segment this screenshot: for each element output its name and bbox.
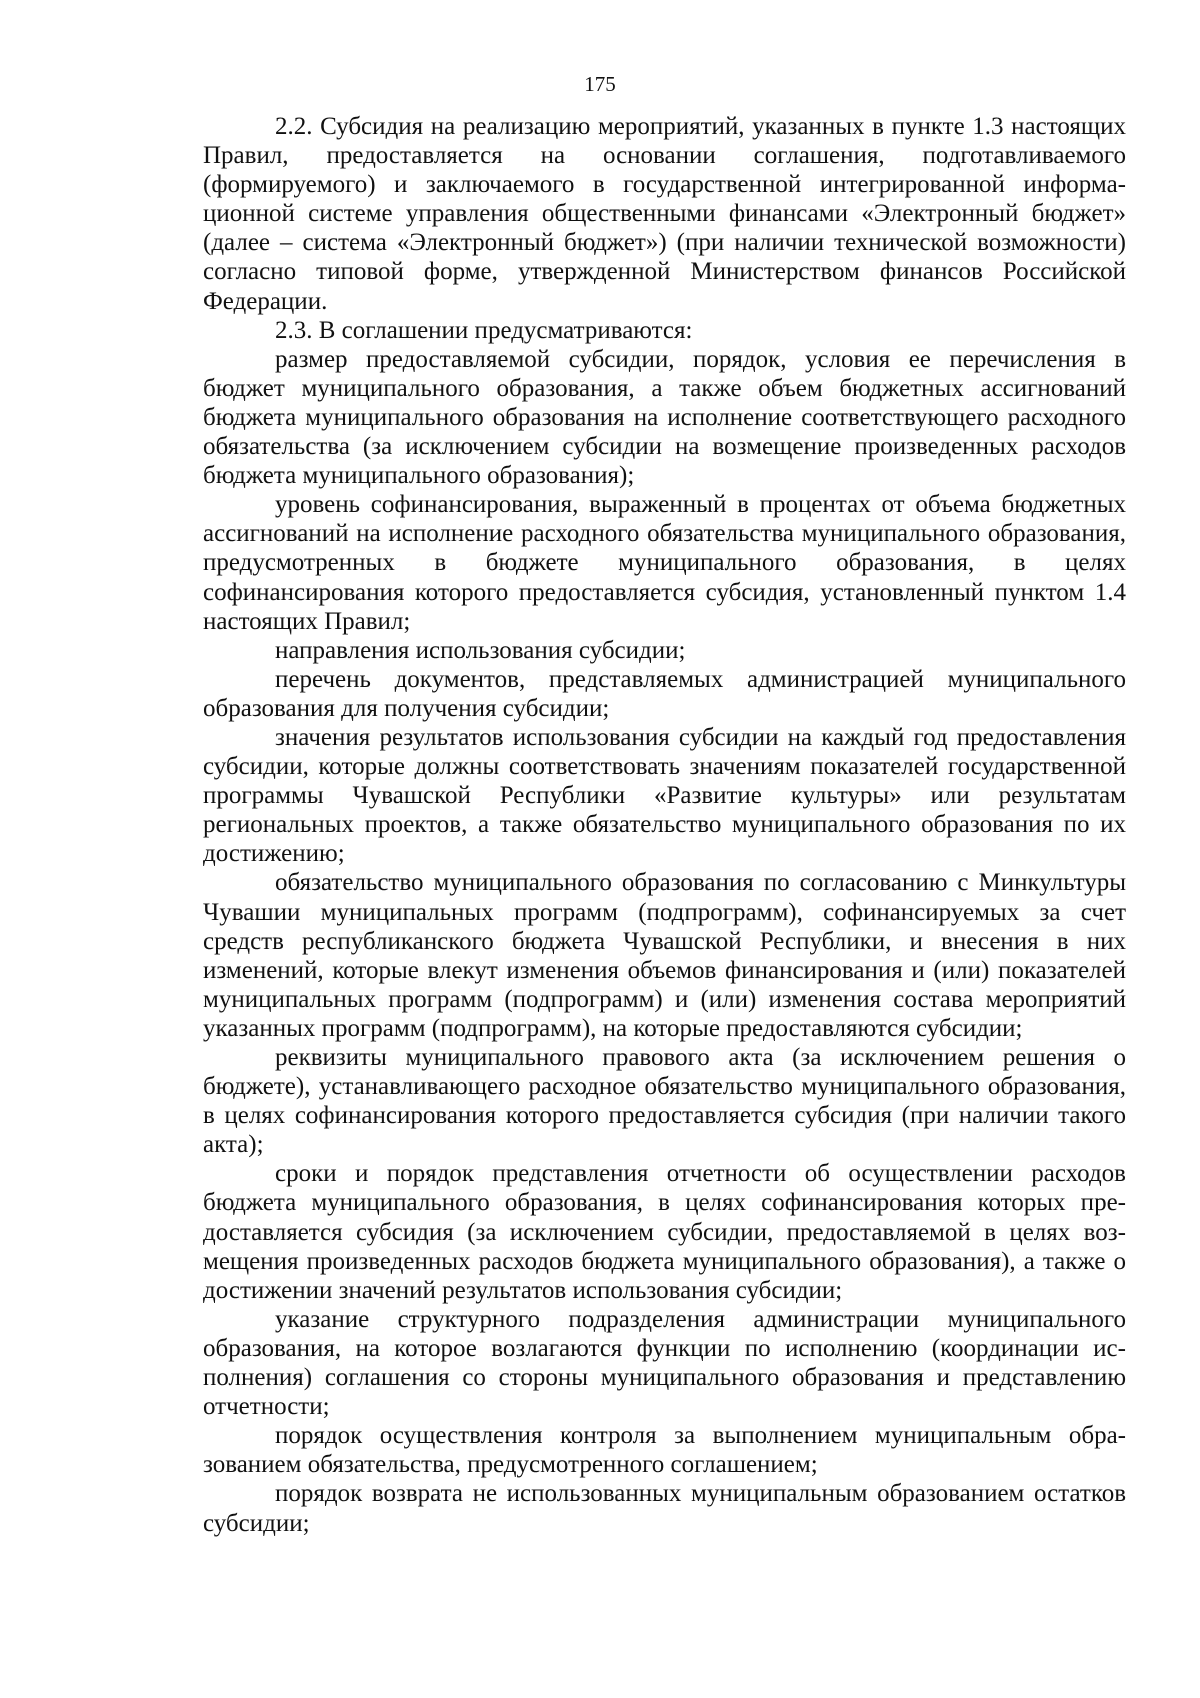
list-item-subsidy-size: размер предоставляемой субсидии, порядок, условия ее перечисления в бюджет муниципального образования, а также объем бюджетных ассигнований бюджета муниципального образования на исполнение соответствующего расходного обязательства (за исключением субсидии на возмещение произведенных расходов бюджета муниципального образования); [203,345,1126,490]
list-item-cofinancing-level: уровень софинансирования, выраженный в процентах от объема бюджетных ассигнований на исполнение расходного обязательства муниципального образования, предусмотренных в бюджете муниципального образования, в целях софинансирования которого предоставляется субсидия, установленный пунктом 1.4 настоящих Правил; [203,491,1126,635]
paragraph-2-3: 2.3. В соглашении предусматриваются: [275,316,693,344]
list-item-responsible-unit: указание структурного подразделения администрации муниципального образования, на которое возлагаются функции по исполнению (координации исполнения) соглашения со стороны муниципального образования и представлению отчетности; [203,1305,1126,1421]
list-item-control: порядок осуществления контроля за выполнением муниципальным образованием обязательства, предусмотренного соглашением; [203,1422,1126,1479]
list-item-usage-directions: направления использования субсидии; [275,636,686,664]
paragraph-2-2: 2.2. Субсидия на реализацию мероприятий, указанных в пункте 1.3 настоящих Правил, предоставляется на основании соглашения, подготавливаемого (формируемого) и заключаемого в государственной интегрированной информационной системе управления общественными финансами «Электронный бюджет» (далее – система «Электронный бюджет») (при наличии технической возможности) согласно типовой форме, утвержденной Министерством финансов Российской Федерации. [203,113,1126,315]
list-item-documents: перечень документов, представляемых администрацией муниципального образования для получения субсидии; [203,665,1126,722]
list-item-refund: порядок возврата не использованных муниципальным образованием остатков субсидии; [203,1480,1126,1537]
list-item-result-values: значения результатов использования субсидии на каждый год предоставления субсидии, которые должны соответствовать значениям показателей государственной программы Чувашской Республики «Развитие культуры» или результатам региональных проектов, а также обязательство муниципального образования по их достижению; [203,723,1126,868]
list-item-reporting: сроки и порядок представления отчетности об осуществлении расходов бюджета муниципального образования, в целях софинансирования которых предоставляется субсидия (за исключением субсидии, предоставляемой в целях возмещения произведенных расходов бюджета муниципального образования), а также о достижении значений результатов использования субсидии; [203,1160,1126,1304]
page-number: 175 [584,72,616,96]
list-item-program-approval: обязательство муниципального образования по согласованию с Минкультуры Чувашии муниципальных программ (подпрограмм), софинансируемых за счет средств республиканского бюджета Чувашской Республики, и внесения в них изменений, которые влекут изменения объемов финансирования и (или) показателей муниципальных программ (подпрограмм) и (или) изменения состава мероприятий указанных программ (подпрограмм), на которые предоставляются субсидии; [203,869,1126,1042]
document-body [203,112,1126,1538]
list-item-legal-act: реквизиты муниципального правового акта (за исключением решения о бюджете), устанавливающего расходное обязательство муниципального образования, в целях софинансирования которого предоставляется субсидия (при наличии такого акта); [203,1044,1126,1159]
